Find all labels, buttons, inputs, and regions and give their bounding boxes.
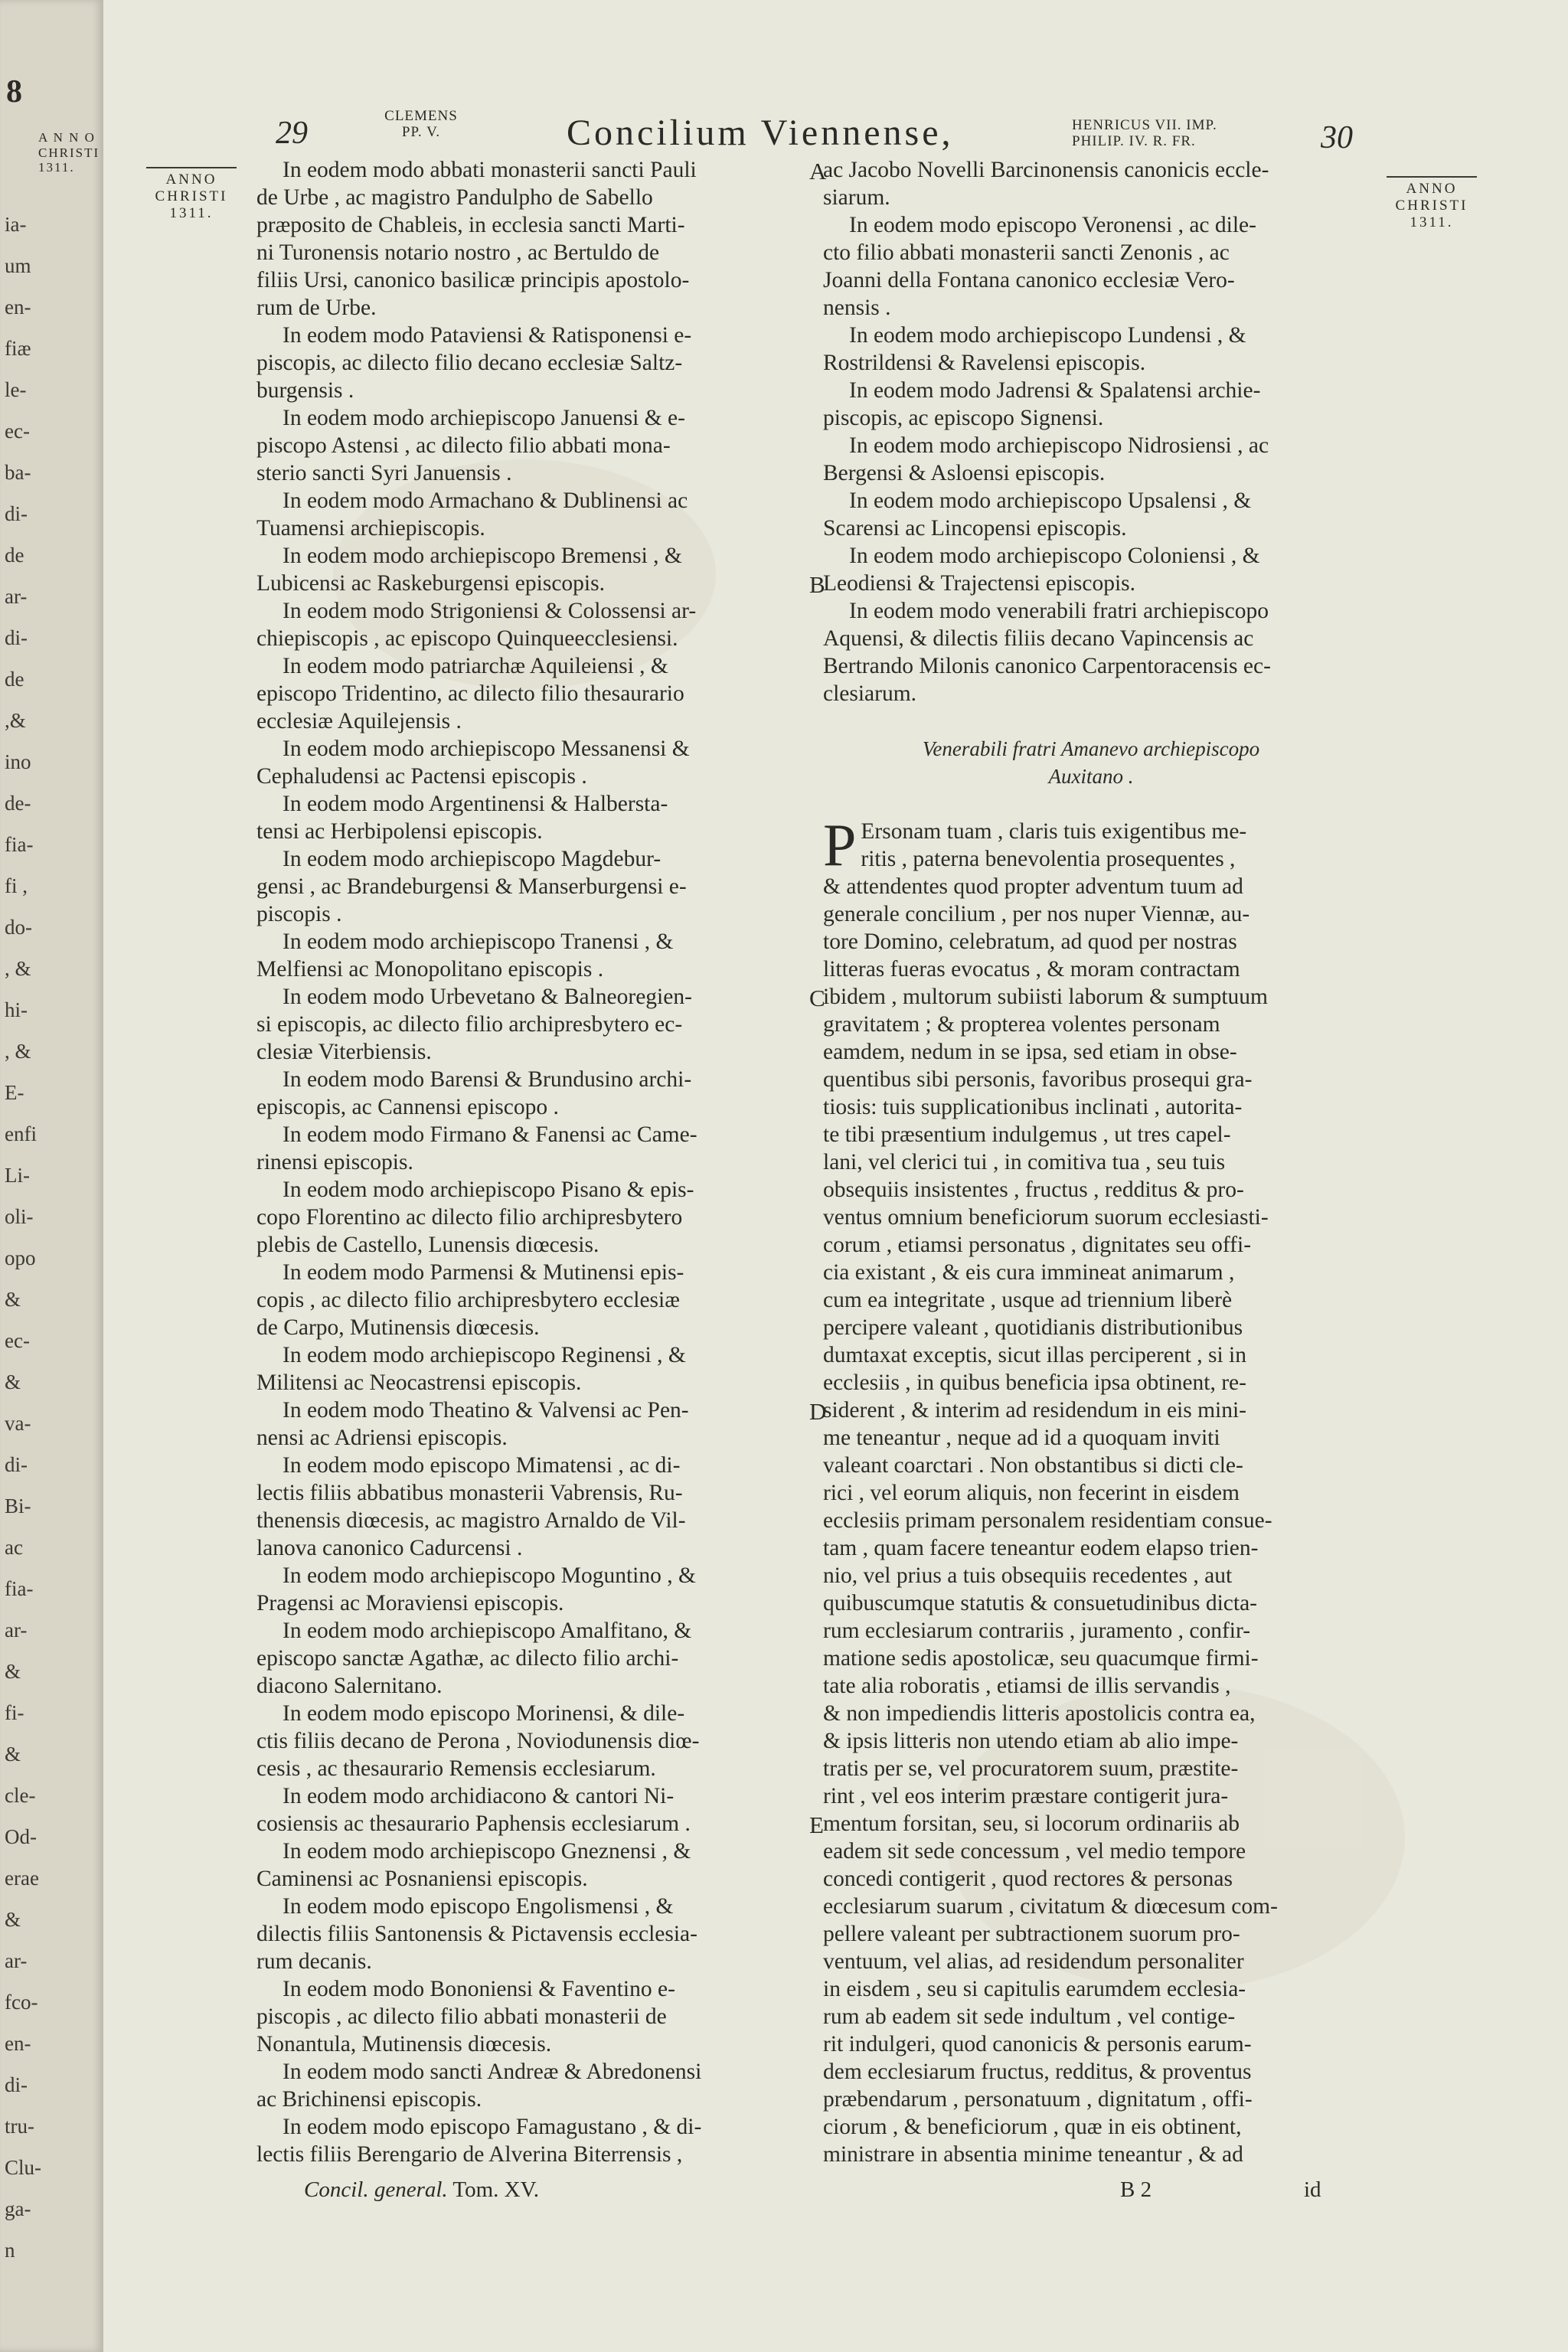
- text-line: In eodem modo Bononiensi & Faventino e-: [283, 1977, 675, 2001]
- text-line: Bergensi & Asloensi episcopis.: [823, 461, 1106, 485]
- text-line: In eodem modo episcopo Mimatensi , ac di-: [283, 1453, 681, 1478]
- previous-page-fragment: de: [5, 544, 24, 567]
- text-line: rum ecclesiarum contrariis , juramento , confir-: [823, 1619, 1251, 1643]
- text-line: cosiensis ac thesaurario Paphensis ecclesiarum .: [256, 1811, 691, 1836]
- text-line: In eodem modo archiepiscopo Januensi & e-: [283, 406, 685, 430]
- text-line: In eodem modo archiepiscopo Amalfitano, &: [283, 1619, 692, 1643]
- previous-page-fragment: fco-: [5, 1991, 38, 2014]
- text-line: matione sedis apostolicæ, seu quacumque firmi-: [823, 1646, 1259, 1671]
- text-line: lectis filiis Berengario de Alverina Biterrensis ,: [256, 2142, 683, 2167]
- text-line: In eodem modo Jadrensi & Spalatensi archie-: [849, 378, 1261, 403]
- text-line: In eodem modo archiepiscopo Gneznensi , &: [283, 1839, 691, 1864]
- text-line: ac Brichinensi episcopis.: [256, 2087, 482, 2112]
- text-line: In eodem modo Argentinensi & Halbersta-: [283, 792, 668, 816]
- text-line: rinensi episcopis.: [256, 1150, 413, 1174]
- text-line: piscopis, ac episcopo Signensi.: [823, 406, 1104, 430]
- text-line: quentibus sibi personis, favoribus prosequi gra-: [823, 1067, 1253, 1092]
- text-line: piscopis, ac dilecto filio decano ecclesiæ Saltz-: [256, 351, 683, 375]
- text-line: lanova canonico Cadurcensi .: [256, 1536, 523, 1560]
- text-line: In eodem modo Parmensi & Mutinensi epis-: [283, 1260, 684, 1285]
- text-line: piscopis .: [256, 902, 342, 926]
- previous-page-fragment: ar-: [5, 1619, 28, 1642]
- text-line: diacono Salernitano.: [256, 1674, 443, 1698]
- previous-page-fragment: , &: [5, 957, 31, 980]
- text-line: me teneantur , neque ad id a quoquam inviti: [823, 1426, 1220, 1450]
- previous-page-fragment: &: [5, 1660, 21, 1683]
- text-line: rum de Urbe.: [256, 296, 377, 320]
- previous-page-fragment: en-: [5, 2032, 31, 2055]
- previous-page-fragment: E-: [5, 1081, 24, 1104]
- text-line: Bertrando Milonis canonico Carpentoracensis ec-: [823, 654, 1271, 678]
- text-line: In eodem modo archiepiscopo Upsalensi , &: [849, 488, 1252, 513]
- previous-page-fragment: do-: [5, 916, 32, 939]
- text-line: Tuamensi archiepiscopis.: [256, 516, 485, 541]
- text-line: ctis filiis decano de Perona , Noviodunensis diœ-: [256, 1729, 700, 1753]
- text-line: cia existant , & eis cura immineat animarum ,: [823, 1260, 1235, 1285]
- text-line: gravitatem ; & propterea volentes personam: [823, 1012, 1220, 1037]
- previous-page-fragment: fiæ: [5, 337, 31, 360]
- text-line: tratis per se, vel procuratorem suum, præstite-: [823, 1756, 1239, 1781]
- text-line: Cephaludensi ac Pactensi episcopis .: [256, 764, 587, 789]
- text-line: In eodem modo patriarchæ Aquileiensi , &: [283, 654, 668, 678]
- text-line: Nonantula, Mutinensis diœcesis.: [256, 2032, 552, 2056]
- page-title: Concilium Viennense,: [567, 113, 954, 153]
- text-line: pellere valeant per subtractionem suorum pro-: [823, 1922, 1240, 1946]
- previous-page-fragment: oli-: [5, 1205, 34, 1228]
- text-line: In eodem modo archiepiscopo Nidrosiensi , ac: [849, 433, 1269, 458]
- text-line: de Carpo, Mutinensis diœcesis.: [256, 1315, 540, 1340]
- text-line: In eodem modo Theatino & Valvensi ac Pen-: [283, 1398, 689, 1423]
- text-line: cto filio abbati monasterii sancti Zenonis , ac: [823, 240, 1230, 265]
- text-line: lectis filiis abbatibus monasterii Vabrensis, Ru-: [256, 1481, 683, 1505]
- text-line: corum , etiamsi personatus , dignitates seu offi-: [823, 1233, 1252, 1257]
- text-line: tate alia roboratis , etiamsi de illis servandis ,: [823, 1674, 1231, 1698]
- right-column-list: [823, 156, 1359, 707]
- previous-page-fragment: Clu-: [5, 2156, 42, 2179]
- text-line: copis , ac dilecto filio archipresbytero ecclesiæ: [256, 1288, 680, 1312]
- text-line: tiosis: tuis supplicationibus inclinati , autorita-: [823, 1095, 1243, 1119]
- previous-page-fragment: di-: [5, 1453, 28, 1476]
- text-line: in eisdem , seu si capitulis earumdem ecclesia-: [823, 1977, 1246, 2001]
- text-line: episcopo Tridentino, ac dilecto filio thesaurario: [256, 681, 684, 706]
- text-line: In eodem modo archiepiscopo Moguntino , &: [283, 1563, 696, 1588]
- previous-page-fragment: ino: [5, 750, 31, 773]
- previous-page-fragment: ia-: [5, 213, 27, 236]
- text-line: ventus omnium beneficiorum suorum ecclesiasti-: [823, 1205, 1269, 1230]
- previous-page-fragment: &: [5, 1370, 21, 1393]
- previous-page-fragment: um: [5, 254, 31, 277]
- text-line: In eodem modo Strigoniensi & Colossensi ar-: [283, 599, 697, 623]
- letter-heading: Venerabili fratri Amanevo archiepiscopo Auxitano .: [922, 737, 1260, 788]
- text-line: episcopo sanctæ Agathæ, ac dilecto filio archi-: [256, 1646, 679, 1671]
- letter-body: [823, 812, 1359, 2168]
- text-line: Ersonam tuam , claris tuis exigentibus me-: [861, 819, 1247, 844]
- text-line: cesis , ac thesaurario Remensis ecclesiarum.: [256, 1756, 656, 1781]
- text-line: ibidem , multorum subiisti laborum & sumptuum: [823, 985, 1268, 1009]
- emperor-running-head: HENRICUS VII. IMP. PHILIP. IV. R. FR.: [1072, 117, 1217, 149]
- text-line: dem ecclesiarum fructus, redditus, & proventus: [823, 2060, 1252, 2084]
- previous-page-fragment: erae: [5, 1867, 39, 1890]
- text-line: In eodem modo archiepiscopo Bremensi , &: [283, 544, 682, 568]
- text-line: præposito de Chableis, in ecclesia sancti Marti-: [256, 213, 685, 237]
- previous-page-fragment: enfi: [5, 1122, 37, 1145]
- text-line: gensi , ac Brandeburgensi & Manserburgensi e-: [256, 874, 687, 899]
- previous-page-fragment: ,&: [5, 709, 26, 732]
- previous-page-edge: [0, 0, 105, 2352]
- text-line: ministrare in absentia minime teneantur , & ad: [823, 2142, 1243, 2167]
- text-line: rint , vel eos interim præstare contigerit jura-: [823, 1784, 1229, 1808]
- previous-page-fragment: ac: [5, 1536, 23, 1559]
- catchword: id: [1304, 2177, 1321, 2202]
- text-line: burgensis .: [256, 378, 354, 403]
- text-line: nensis .: [823, 296, 891, 320]
- text-line: In eodem modo Firmano & Fanensi ac Came-: [283, 1122, 697, 1147]
- previous-page-fragment: Bi-: [5, 1494, 31, 1517]
- text-line: Pragensi ac Moraviensi episcopis.: [256, 1591, 564, 1615]
- text-line: de Urbe , ac magistro Pandulpho de Sabello: [256, 185, 653, 210]
- text-line: thenensis diœcesis, ac magistro Arnaldo de Vil-: [256, 1508, 686, 1533]
- previous-page-fragment: cle-: [5, 1784, 36, 1807]
- text-line: In eodem modo abbati monasterii sancti Pauli: [283, 158, 697, 182]
- previous-page-fragment: Od-: [5, 1825, 37, 1848]
- previous-page-fragment: Li-: [5, 1164, 30, 1187]
- previous-page-fragment: en-: [5, 296, 31, 318]
- text-line: nio, vel prius a tuis obsequiis recedentes , aut: [823, 1563, 1233, 1588]
- previous-page-fragment: ar-: [5, 585, 28, 608]
- year-marginal-left: ANNO CHRISTI 1311.: [145, 167, 237, 222]
- text-line: cum ea integritate , usque ad triennium liberè: [823, 1288, 1233, 1312]
- text-line: In eodem modo sancti Andreæ & Abredonensi: [283, 2060, 702, 2084]
- previous-page-fragment: ec-: [5, 1329, 30, 1352]
- text-line: quibuscumque statutis & consuetudinibus dicta-: [823, 1591, 1257, 1615]
- previous-page-fragment: di-: [5, 2073, 28, 2096]
- text-line: siarum.: [823, 185, 890, 210]
- page-number-right: 30: [1321, 120, 1353, 155]
- text-line: piscopo Astensi , ac dilecto filio abbati mona-: [256, 433, 671, 458]
- text-line: rum decanis.: [256, 1949, 372, 1974]
- text-line: In eodem modo archidiacono & cantori Ni-: [283, 1784, 675, 1808]
- text-line: chiepiscopis , ac episcopo Quinqueecclesiensi.: [256, 626, 678, 651]
- text-line: plebis de Castello, Lunensis diœcesis.: [256, 1233, 599, 1257]
- previous-page-fragment: ec-: [5, 420, 30, 443]
- drop-initial: P: [823, 812, 857, 878]
- text-line: In eodem modo archiepiscopo Messanensi &: [283, 737, 690, 761]
- text-line: obsequiis insistentes , fructus , redditus & pro-: [823, 1178, 1244, 1202]
- text-line: tam , quam facere teneantur eodem elapso trien-: [823, 1536, 1259, 1560]
- text-line: & ipsis litteris non utendo etiam ab alio impe-: [823, 1729, 1239, 1753]
- text-line: præbendarum , personatuum , dignitatum , offi-: [823, 2087, 1253, 2112]
- running-header: [103, 100, 1568, 161]
- text-line: litteras fueras evocatus , & moram contractam: [823, 957, 1240, 982]
- text-line: copo Florentino ac dilecto filio archipresbytero: [256, 1205, 683, 1230]
- previous-page-fragment: fia-: [5, 1577, 34, 1600]
- text-line: Militensi ac Neocastrensi episcopis.: [256, 1370, 582, 1395]
- right-column-text: [823, 156, 1359, 2168]
- text-line: Melfiensi ac Monopolitano episcopis .: [256, 957, 604, 982]
- previous-page-fragment: opo: [5, 1246, 36, 1269]
- left-column-text: [256, 156, 785, 2168]
- previous-page-fragment: ga-: [5, 2197, 31, 2220]
- text-line: te tibi præsentium indulgemus , ut tres capel-: [823, 1122, 1231, 1147]
- text-line: In eodem modo episcopo Morinensi, & dile-: [283, 1701, 685, 1726]
- text-line: episcopis, ac Cannensi episcopo .: [256, 1095, 559, 1119]
- margin-letter-d: D: [809, 1398, 827, 1425]
- text-line: generale concilium , per nos nuper Viennæ, au-: [823, 902, 1250, 926]
- text-line: nensi ac Adriensi episcopis.: [256, 1426, 508, 1450]
- previous-page-fragment: &: [5, 1743, 21, 1766]
- text-line: ciorum , & beneficiorum , quæ in eis obtinent,: [823, 2115, 1242, 2139]
- text-line: si episcopis, ac dilecto filio archipresbytero ec-: [256, 1012, 683, 1037]
- text-line: ritis , paterna benevolentia prosequentes ,: [861, 847, 1236, 871]
- text-line: & attendentes quod propter adventum tuum ad: [823, 874, 1243, 899]
- margin-letter-e: E: [809, 1811, 824, 1838]
- previous-page-fragment: le-: [5, 378, 27, 401]
- text-line: Rostrildensi & Ravelensi episcopis.: [823, 351, 1146, 375]
- previous-page-fragment: va-: [5, 1412, 31, 1435]
- text-line: Leodiensi & Trajectensi episcopis.: [823, 571, 1136, 596]
- text-line: rici , vel eorum aliquis, non fecerint in eisdem: [823, 1481, 1240, 1505]
- pope-running-head: CLEMENS PP. V.: [384, 108, 458, 140]
- text-line: tensi ac Herbipolensi episcopis.: [256, 819, 543, 844]
- text-line: Lubicensi ac Raskeburgensi episcopis.: [256, 571, 605, 596]
- previous-page-fragment: fia-: [5, 833, 34, 856]
- page-number-left: 29: [276, 116, 308, 151]
- text-line: In eodem modo archiepiscopo Pisano & epis-: [283, 1178, 694, 1202]
- previous-page-fragment: &: [5, 1908, 21, 1931]
- margin-letter-b: B: [809, 571, 825, 598]
- margin-letter-a: A: [809, 158, 827, 185]
- text-line: dilectis filiis Santonensis & Pictavensis ecclesia-: [256, 1922, 697, 1946]
- previous-page-fragment: ar-: [5, 1949, 28, 1972]
- previous-page-fragment: , &: [5, 1040, 31, 1063]
- previous-page-fragment: de-: [5, 792, 31, 815]
- text-line: ecclesiarum suarum , civitatum & diœcesum com-: [823, 1894, 1278, 1919]
- text-line: In eodem modo Urbevetano & Balneoregien-: [283, 985, 692, 1009]
- previous-page-fragment: tru-: [5, 2115, 34, 2138]
- previous-page-number: 8: [6, 74, 22, 109]
- text-line: rit indulgeri, quod canonicis & personis earum-: [823, 2032, 1252, 2056]
- text-line: In eodem modo Barensi & Brundusino archi-: [283, 1067, 692, 1092]
- text-line: Scarensi ac Lincopensi episcopis.: [823, 516, 1127, 541]
- text-line: In eodem modo archiepiscopo Tranensi , &: [283, 929, 674, 954]
- volume-footer: Concil. general. Tom. XV.: [304, 2177, 540, 2202]
- book-page: [103, 0, 1568, 2352]
- previous-page-fragment: ba-: [5, 461, 31, 484]
- text-line: ni Turonensis notario nostro , ac Bertuldo de: [256, 240, 660, 265]
- text-line: dumtaxat exceptis, sicut illas perciperent , si in: [823, 1343, 1246, 1367]
- text-line: In eodem modo archiepiscopo Coloniensi , &: [849, 544, 1260, 568]
- text-line: In eodem modo archiepiscopo Magdebur-: [283, 847, 662, 871]
- text-line: Caminensi ac Posnaniensi episcopis.: [256, 1867, 588, 1891]
- text-line: In eodem modo Pataviensi & Ratisponensi e-: [283, 323, 692, 348]
- text-line: concedi contigerit , quod rectores & personas: [823, 1867, 1233, 1891]
- text-line: mentum forsitan, seu, si locorum ordinariis ab: [823, 1811, 1240, 1836]
- signature-mark: B 2: [1120, 2177, 1152, 2202]
- text-line: In eodem modo venerabili fratri archiepiscopo: [849, 599, 1269, 623]
- text-line: piscopis , ac dilecto filio abbati monasterii de: [256, 2004, 667, 2029]
- text-line: In eodem modo archiepiscopo Lundensi , &: [849, 323, 1246, 348]
- text-line: rum ab eadem sit sede indultum , vel contige-: [823, 2004, 1236, 2029]
- text-line: sterio sancti Syri Januensis .: [256, 461, 512, 485]
- text-line: percipere valeant , quotidianis distributionibus: [823, 1315, 1243, 1340]
- previous-page-fragment: n: [5, 2239, 15, 2262]
- text-line: Aquensi, & dilectis filiis decano Vapincensis ac: [823, 626, 1254, 651]
- text-line: ecclesiis , in quibus beneficia ipsa obtinent, re-: [823, 1370, 1246, 1395]
- previous-page-fragment: &: [5, 1288, 21, 1311]
- margin-letter-c: C: [809, 985, 825, 1011]
- previous-page-fragment: fi-: [5, 1701, 24, 1724]
- text-line: eamdem, nedum in se ipsa, sed etiam in obse-: [823, 1040, 1237, 1064]
- text-line: ac Jacobo Novelli Barcinonensis canonicis eccle-: [823, 158, 1269, 182]
- text-line: ventuum, vel alias, ad residendum personaliter: [823, 1949, 1244, 1974]
- text-line: siderent , & interim ad residendum in eis mini-: [823, 1398, 1247, 1423]
- text-line: ecclesiæ Aquilejensis .: [256, 709, 462, 733]
- text-line: valeant coarctari . Non obstantibus si dicti cle-: [823, 1453, 1243, 1478]
- previous-page-fragment: fi ,: [5, 874, 28, 897]
- text-line: In eodem modo archiepiscopo Reginensi , &: [283, 1343, 686, 1367]
- text-line: In eodem modo episcopo Famagustano , & di-: [283, 2115, 702, 2139]
- previous-page-fragment: di-: [5, 502, 28, 525]
- text-line: tore Domino, celebratum, ad quod per nostras: [823, 929, 1237, 954]
- text-line: In eodem modo episcopo Veronensi , ac dile-: [849, 213, 1256, 237]
- previous-page-fragment: di-: [5, 626, 28, 649]
- year-marginal-right: ANNO CHRISTI 1311.: [1386, 176, 1478, 231]
- text-line: filiis Ursi, canonico basilicæ principis apostolo-: [256, 268, 690, 292]
- text-line: Joanni della Fontana canonico ecclesiæ Vero-: [823, 268, 1235, 292]
- text-line: In eodem modo Armachano & Dublinensi ac: [283, 488, 688, 513]
- previous-page-fragment: de: [5, 668, 24, 691]
- text-line: eadem sit sede concessum , vel medio tempore: [823, 1839, 1246, 1864]
- text-line: ecclesiis primam personalem residentiam consue-: [823, 1508, 1272, 1533]
- text-line: & non impediendis litteris apostolicis contra ea,: [823, 1701, 1256, 1726]
- text-line: In eodem modo episcopo Engolismensi , &: [283, 1894, 674, 1919]
- text-line: clesiæ Viterbiensis.: [256, 1040, 432, 1064]
- text-line: lani, vel clerici tui , in comitiva tua , seu tuis: [823, 1150, 1226, 1174]
- text-line: clesiarum.: [823, 681, 917, 706]
- previous-page-anno-label: A N N O CHRISTI 1311.: [38, 130, 100, 175]
- previous-page-fragment: hi-: [5, 998, 28, 1021]
